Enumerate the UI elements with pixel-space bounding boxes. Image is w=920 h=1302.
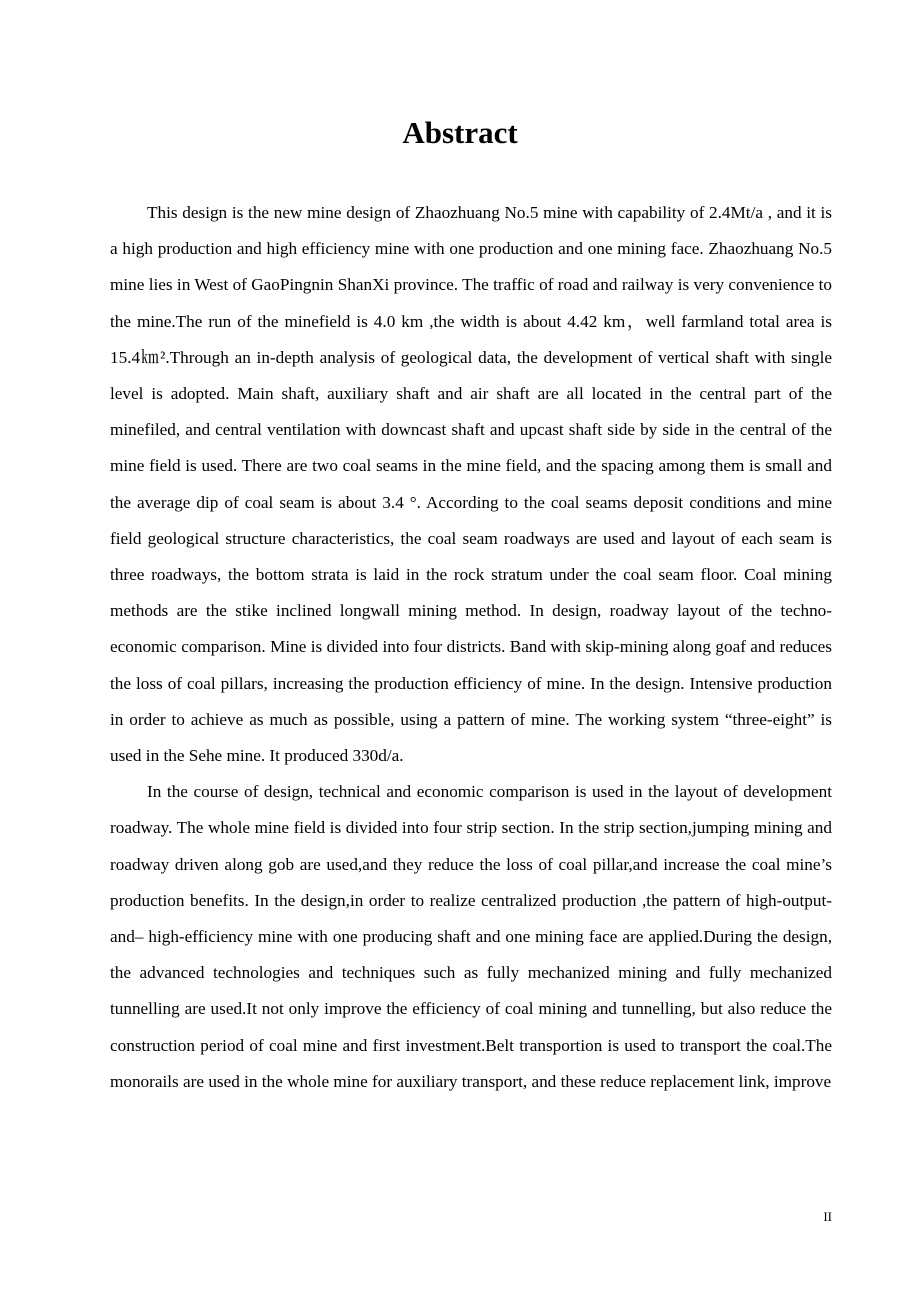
page-number: II <box>823 1209 832 1224</box>
abstract-paragraph-2: In the course of design, technical and economic comparison is used in the layout of development roadway. The whole mine field is divided into four strip section. In the strip section,jumping mining and roadway driven along gob are used,and they reduce the loss of coal pillar,and increase the coal mine’s production benefits. In the design,in order to realize centralized production ,the pattern of high-output- and– high-efficiency mine with one producing shaft and one mining face are applied.During the design, the advanced technologies and techniques such as fully mechanized mining and fully mechanized tunnelling are used.It not only improve the efficiency of coal mining and tunnelling, but also reduce the construction period of coal mine and first investment.Belt transportion is used to transport the coal.The monorails are used in the whole mine for auxiliary transport, and these reduce replacement link, improve <box>110 782 832 1091</box>
page-title: Abstract <box>402 115 518 150</box>
abstract-body <box>110 195 832 1100</box>
abstract-paragraph-1: This design is the new mine design of Zhaozhuang No.5 mine with capability of 2.4Mt/a , and it is a high production and high efficiency mine with one production and one mining face. Zhaozhuang No.5 mine lies in West of GaoPingnin ShanXi province. The traffic of road and railway is very convenience to the mine.The run of the minefield is 4.0 km ,the width is about 4.42 km，well farmland total area is 15.4㎞².Through an in-depth analysis of geological data, the development of vertical shaft with single level is adopted. Main shaft, auxiliary shaft and air shaft are all located in the central part of the minefiled, and central ventilation with downcast shaft and upcast shaft side by side in the central of the mine field is used. There are two coal seams in the mine field, and the spacing among them is small and the average dip of coal seam is about 3.4 °. According to the coal seams deposit conditions and mine field geological structure characteristics, the coal seam roadways are used and layout of each seam is three roadways, the bottom strata is laid in the rock stratum under the coal seam floor. Coal mining methods are the stike inclined longwall mining method. In design, roadway layout of the techno-economic comparison. Mine is divided into four districts. Band with skip-mining along goaf and reduces the loss of coal pillars, increasing the production efficiency of mine. In the design. Intensive production in order to achieve as much as possible, using a pattern of mine. The working system “three-eight” is used in the Sehe mine. It produced 330d/a. <box>110 203 832 766</box>
